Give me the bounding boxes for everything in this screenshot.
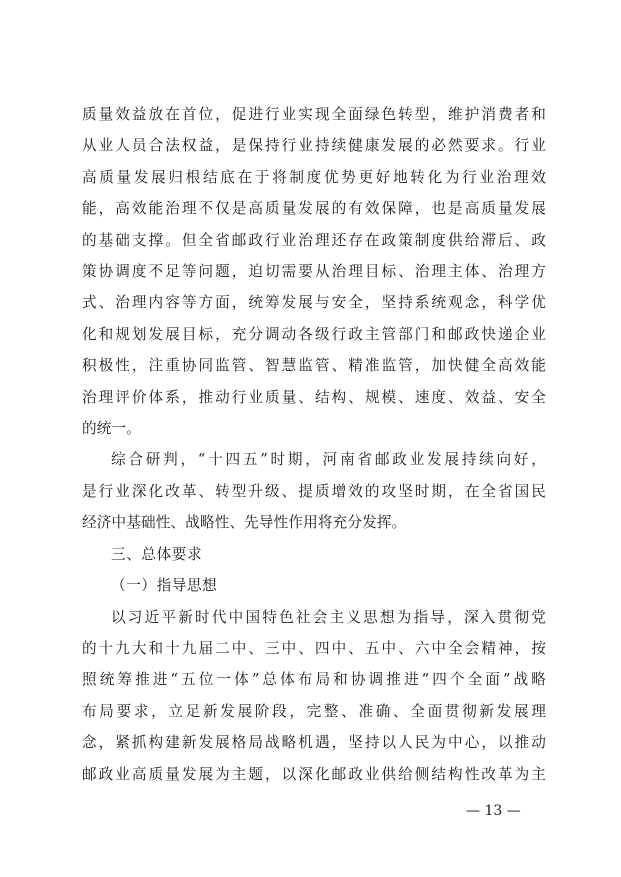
text-line: 高质量发展归根结底在于将制度优势更好地转化为行业治理效 — [82, 168, 546, 186]
document-body — [82, 99, 546, 790]
text-line: 经济中基础性、战略性、先导性作用将充分发挥。 — [82, 514, 407, 532]
text-line: 念，紧抓构建新发展格局战略机遇，坚持以人民为中心，以推动 — [82, 734, 546, 752]
text-line: 化和规划发展目标，充分调动各级行政主管部门和邮政快递企业 — [82, 325, 546, 343]
text-line: 的十九大和十九届二中、三中、四中、五中、六中全会精神，按 — [82, 639, 546, 657]
text-line: 积极性，注重协同监管、智慧监管、精准监管，加快健全高效能 — [82, 357, 546, 375]
section-heading: 三、总体要求 — [111, 545, 203, 563]
text-line: 是行业深化改革、转型升级、提质增效的攻坚时期，在全省国民 — [82, 482, 546, 500]
text-line: 治理评价体系，推动行业质量、结构、规模、速度、效益、安全 — [82, 388, 546, 406]
text-line: 以习近平新时代中国特色社会主义思想为指导，深入贯彻党 — [111, 608, 546, 626]
text-line: 邮政业高质量发展为主题，以深化邮政业供给侧结构性改革为主 — [82, 765, 546, 783]
paragraph-guiding-ideology — [82, 602, 546, 790]
text-line: 质量效益放在首位，促进行业实现全面绿色转型，维护消费者和 — [82, 106, 546, 123]
subsection-heading: （一）指导思想 — [111, 577, 218, 595]
text-line: 式、治理内容等方面，统筹发展与安全，坚持系统观念，科学优 — [82, 294, 546, 312]
text-line: 照统筹推进“五位一体”总体布局和协调推进“四个全面”战略 — [82, 671, 546, 689]
text-line: 从业人员合法权益，是保持行业持续健康发展的必然要求。行业 — [82, 137, 546, 155]
text-line: 布局要求，立足新发展阶段，完整、准确、全面贯彻新发展理 — [82, 702, 546, 720]
paragraph-assessment — [82, 444, 546, 538]
paragraph-governance — [82, 99, 546, 444]
page-number: — 13 — — [466, 803, 521, 819]
text-line: 综合研判，“十四五”时期，河南省邮政业发展持续向好， — [111, 451, 546, 469]
text-line: 策协调度不足等问题，迫切需要从治理目标、治理主体、治理方 — [82, 263, 546, 281]
text-line: 的基础支撑。但全省邮政行业治理还存在政策制度供给滞后、政 — [82, 231, 546, 249]
text-line: 的统一。 — [82, 420, 141, 438]
text-line: 能，高效能治理不仅是高质量发展的有效保障，也是高质量发展 — [82, 200, 546, 218]
